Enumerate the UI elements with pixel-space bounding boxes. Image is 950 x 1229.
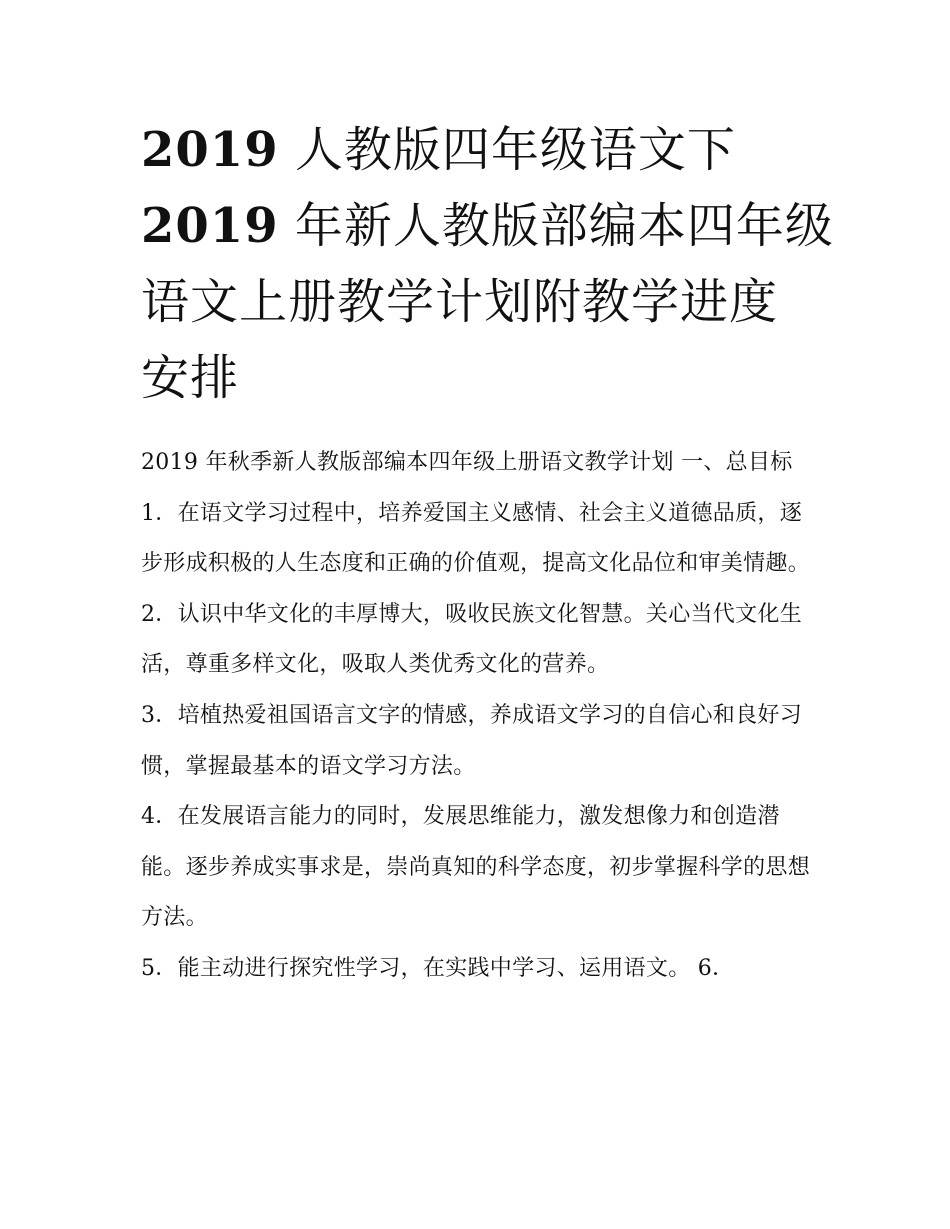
goal-item-2: 2．认识中华文化的丰厚博大，吸收民族文化智慧。关心当代文化生活，尊重多样文化，吸取人类优秀文化的营养。 [141, 601, 802, 678]
title-line-3: 语文上册教学计划附教学进度 [141, 274, 779, 330]
title-year-1: 2019 [141, 122, 279, 178]
title-line-2 [141, 188, 834, 264]
goal-item-3: 3．培植热爱祖国语言文字的情感，养成语文学习的自信心和良好习惯，掌握最基本的语文学习方法。 [141, 702, 802, 779]
title-line-4: 安排 [141, 350, 240, 406]
goal-item-1: 1．在语文学习过程中，培养爱国主义感情、社会主义道德品质，逐步形成积极的人生态度和正确的价值观，提高文化品位和审美情趣。 [141, 500, 811, 577]
document-title [141, 112, 834, 416]
document-body [141, 438, 821, 995]
title-text-1: 人教版四年级语文下 [278, 122, 736, 178]
title-line-1 [141, 112, 821, 188]
intro-paragraph: 2019 年秋季新人教版部编本四年级上册语文教学计划 一、总目标 [141, 450, 793, 475]
goal-item-5: 5．能主动进行探究性学习，在实践中学习、运用语文。 6． [141, 955, 735, 981]
title-text-2: 年新人教版部编本四年级 [278, 198, 834, 254]
goal-item-4: 4．在发展语言能力的同时，发展思维能力，激发想像力和创造潜能。逐步养成实事求是，崇尚真知的科学态度，初步掌握科学的思想方法。 [141, 804, 811, 931]
title-year-2: 2019 [141, 198, 279, 254]
document-page [141, 112, 834, 995]
